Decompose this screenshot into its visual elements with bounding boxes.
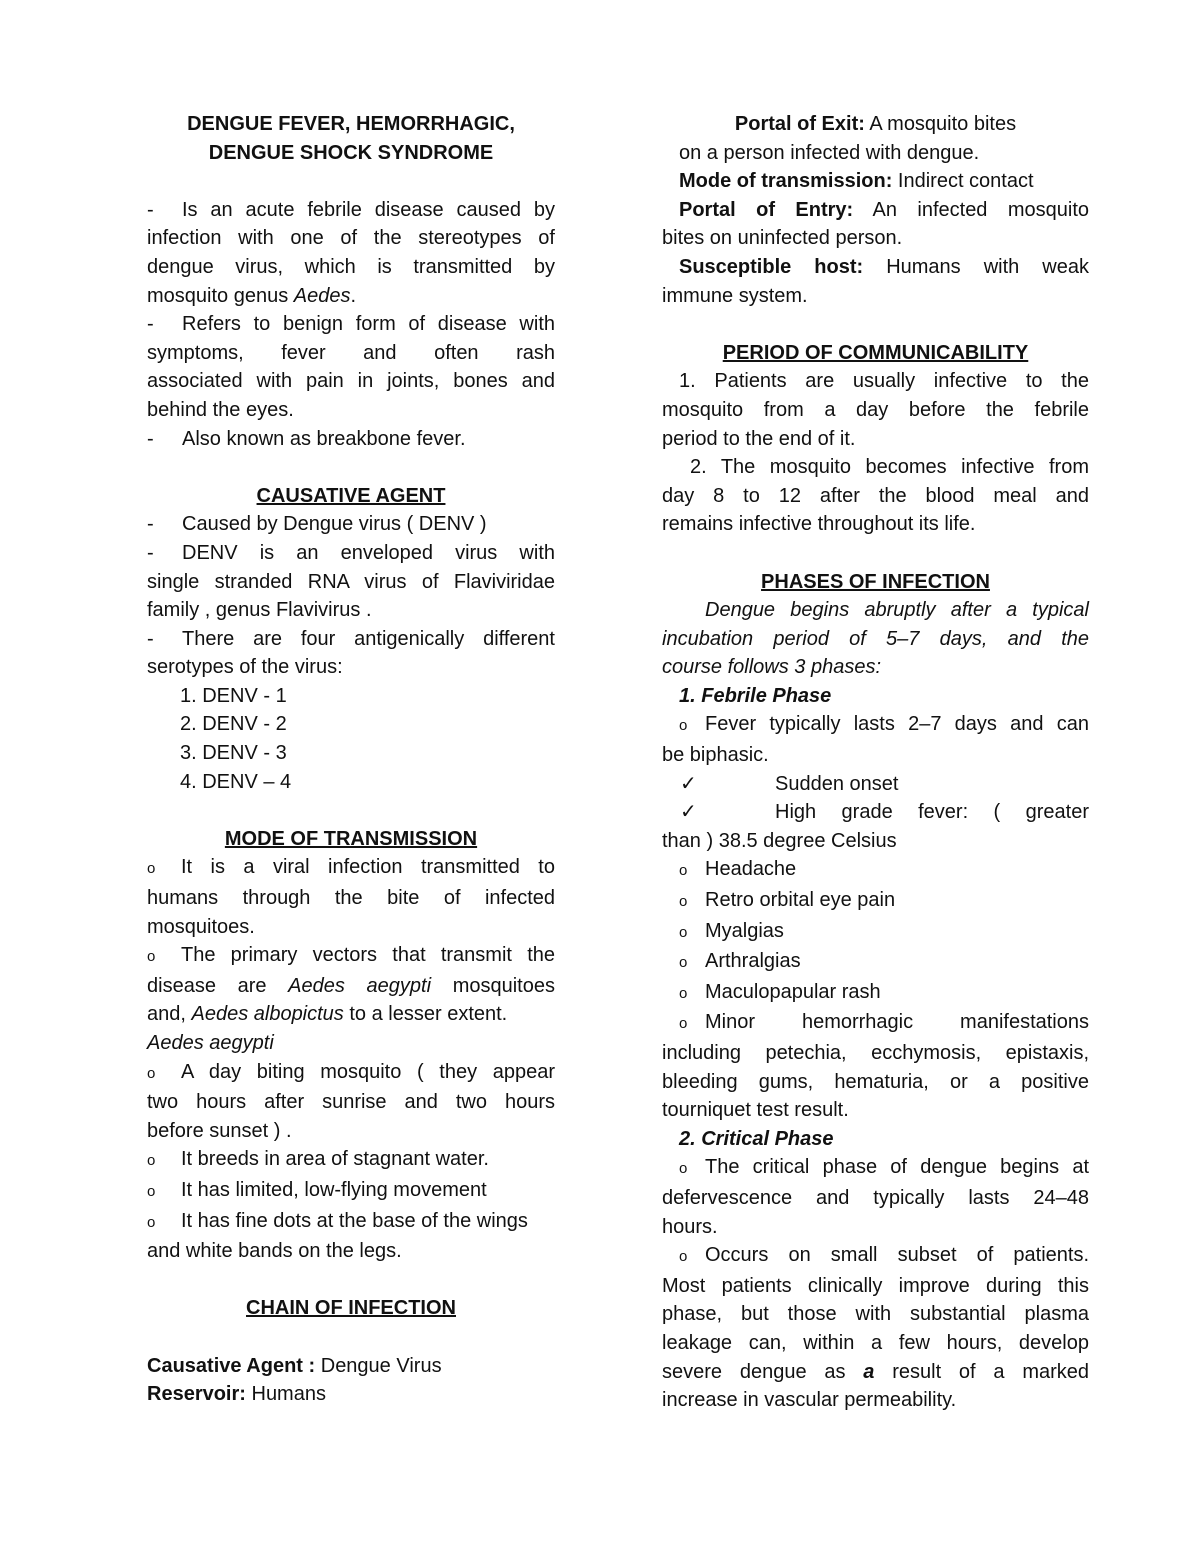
febrile-minor-line-1: o Minor hemorrhagic manifestations: [662, 1008, 1089, 1039]
communicability-item-2-line-1: 2. The mosquito becomes infective from: [690, 456, 1089, 479]
bullet-icon: o: [147, 1152, 156, 1170]
document-title-line-1: DENGUE FEVER, HEMORRHAGIC,: [187, 113, 515, 135]
febrile-check-2-line-2: than ) 38.5 degree Celsius: [662, 829, 897, 852]
bullet-icon: o: [147, 1182, 156, 1200]
febrile-bullet-1-line-2: be biphasic.: [662, 744, 769, 767]
chain-portal-of-entry-line-1: Portal of Entry: An infected mosquito: [679, 198, 1090, 221]
transmission-bullet-2-line-3: and, Aedes albopictus to a lesser extent.: [147, 1003, 508, 1026]
febrile-check-1: ✓ Sudden onset: [662, 770, 1089, 799]
communicability-item-1-line-3: period to the end of it.: [662, 427, 856, 450]
chain-of-infection-heading: CHAIN OF INFECTION: [246, 1297, 456, 1320]
causative-item-2-line-3: family , genus Flavivirus .: [147, 599, 372, 622]
intro-item-1-line-3: dengue virus, which is transmitted by: [147, 255, 555, 278]
intro-item-1-line-4: mosquito genus Aedes.: [147, 284, 357, 307]
febrile-minor-line-3: bleeding gums, hematuria, or a positive: [662, 1070, 1089, 1093]
communicability-item-2-line-2: day 8 to 12 after the blood meal and: [662, 484, 1089, 507]
febrile-symptom-item: o Arthralgias: [662, 947, 1089, 978]
causative-agent-heading: CAUSATIVE AGENT: [256, 484, 446, 507]
critical-bullet-2-line-4: leakage can, within a few hours, develop: [662, 1331, 1089, 1354]
causative-item-3-line-2: serotypes of the virus:: [147, 656, 343, 679]
communicability-item-2-line-3: remains infective throughout its life.: [662, 513, 976, 536]
transmission-bullet-6-line-1: o It has fine dots at the base of the wings: [147, 1207, 555, 1238]
causative-item-3-line-1: - There are four antigenically different: [147, 627, 555, 650]
critical-bullet-1-line-2: defervescence and typically lasts 24–48: [662, 1186, 1089, 1209]
chain-susceptible-host-line-2: immune system.: [662, 284, 808, 307]
phases-of-infection-heading: PHASES OF INFECTION: [761, 570, 990, 593]
febrile-minor-line-2: including petechia, ecchymosis, epistaxis,: [662, 1042, 1089, 1064]
bullet-icon: o: [147, 860, 156, 878]
mode-of-transmission-heading: MODE OF TRANSMISSION: [224, 827, 478, 850]
bullet-icon: o: [679, 954, 688, 972]
bullet-icon: o: [679, 893, 688, 911]
chain-susceptible-host-line-1: Susceptible host: Humans with weak: [679, 255, 1089, 278]
bullet-icon: o: [679, 1160, 688, 1178]
transmission-bullet-2-line-2: disease are Aedes aegypti mosquitoes: [147, 974, 555, 997]
critical-bullet-2-line-5: severe dengue as a result of a marked: [662, 1360, 1090, 1383]
transmission-bullet-3-line-1: o A day biting mosquito ( they appear: [147, 1058, 555, 1089]
chain-portal-of-entry-line-2: bites on uninfected person.: [662, 227, 903, 250]
transmission-bullet-3-line-2: two hours after sunrise and two hours: [147, 1091, 555, 1114]
critical-bullet-1-line-1: o The critical phase of dengue begins at: [662, 1153, 1089, 1184]
document-title-line-2: DENGUE SHOCK SYNDROME: [208, 141, 494, 164]
aedes-aegypti-subheading: Aedes aegypti: [147, 1032, 274, 1054]
intro-item-3: - Also known as breakbone fever.: [147, 427, 466, 450]
right-column: [662, 110, 1089, 1415]
bullet-icon: o: [147, 948, 156, 966]
bullet-icon: o: [679, 717, 688, 735]
phases-intro-line-2: incubation period of 5–7 days, and the: [662, 627, 1089, 650]
checkmark-icon: ✓: [680, 801, 697, 824]
intro-item-1-line-1: - Is an acute febrile disease caused by: [147, 198, 555, 221]
bullet-icon: o: [679, 923, 688, 941]
left-column: [147, 110, 555, 1409]
serotype-item: 3. DENV - 3: [180, 742, 287, 765]
febrile-symptom-item: o Maculopapular rash: [662, 978, 1089, 1009]
critical-bullet-2-line-2: Most patients clinically improve during this: [662, 1274, 1089, 1297]
bullet-icon: o: [147, 1064, 156, 1082]
communicability-item-1-line-2: mosquito from a day before the febrile: [662, 398, 1089, 421]
transmission-bullet-1-line-2: humans through the bite of infected: [147, 887, 555, 910]
serotype-item: 1. DENV - 1: [180, 684, 287, 707]
febrile-bullet-1-line-1: o Fever typically lasts 2–7 days and can: [662, 710, 1089, 741]
communicability-item-1-line-1: 1. Patients are usually infective to the: [679, 370, 1089, 393]
bullet-icon: o: [147, 1213, 156, 1231]
febrile-symptom-item: o Myalgias: [662, 917, 1089, 948]
febrile-phase-title: 1. Febrile Phase: [679, 684, 832, 707]
febrile-minor-line-4: tourniquet test result.: [662, 1099, 849, 1122]
checkmark-icon: ✓: [680, 772, 697, 795]
phases-intro-line-1: Dengue begins abruptly after a typical: [705, 599, 1089, 622]
transmission-bullet-5: o It has limited, low-flying movement: [147, 1176, 555, 1207]
critical-bullet-2-line-6: increase in vascular permeability.: [662, 1389, 957, 1412]
bullet-icon: o: [679, 862, 688, 880]
febrile-symptom-item: o Headache: [662, 855, 1089, 886]
febrile-symptom-item: o Retro orbital eye pain: [662, 886, 1089, 917]
serotype-item: 4. DENV – 4: [180, 770, 292, 793]
critical-bullet-2-line-1: o Occurs on small subset of patients.: [662, 1241, 1089, 1272]
chain-mode-of-transmission: Mode of transmission: Indirect contact: [679, 170, 1034, 193]
phases-intro-line-3: course follows 3 phases:: [662, 656, 882, 679]
transmission-bullet-6-line-2: and white bands on the legs.: [147, 1240, 402, 1263]
transmission-bullet-2-line-1: o The primary vectors that transmit the: [147, 941, 555, 972]
chain-causative-agent: Causative Agent : Dengue Virus: [147, 1354, 442, 1377]
chain-portal-of-exit-line-2: on a person infected with dengue.: [679, 141, 980, 164]
serotype-item: 2. DENV - 2: [180, 713, 287, 736]
causative-item-2-line-2: single stranded RNA virus of Flaviviridae: [147, 570, 555, 593]
chain-reservoir: Reservoir: Humans: [147, 1383, 326, 1406]
febrile-check-2-line-1: ✓ High grade fever: ( greater: [662, 798, 1089, 827]
intro-item-2-line-4: behind the eyes.: [147, 398, 294, 421]
causative-item-2-line-1: - DENV is an enveloped virus with: [147, 541, 555, 564]
bullet-icon: o: [679, 984, 688, 1002]
transmission-bullet-1-line-1: o It is a viral infection transmitted to: [147, 853, 555, 884]
bullet-icon: o: [679, 1248, 688, 1266]
critical-bullet-2-line-3: phase, but those with substantial plasma: [662, 1303, 1089, 1326]
intro-item-2-line-2: symptoms, fever and often rash: [147, 341, 555, 364]
critical-bullet-1-line-3: hours.: [662, 1215, 718, 1238]
transmission-bullet-1-line-3: mosquitoes.: [147, 915, 255, 938]
intro-item-2-line-1: - Refers to benign form of disease with: [147, 313, 555, 336]
intro-item-1-line-2: infection with one of the stereotypes of: [147, 227, 555, 250]
bullet-icon: o: [679, 1015, 688, 1033]
chain-portal-of-exit-line-1: Portal of Exit: A mosquito bites: [734, 113, 1017, 135]
period-of-communicability-heading: PERIOD OF COMMUNICABILITY: [722, 341, 1029, 364]
transmission-bullet-3-line-3: before sunset ) .: [147, 1119, 292, 1142]
transmission-bullet-4: o It breeds in area of stagnant water.: [147, 1145, 555, 1176]
causative-item-1: - Caused by Dengue virus ( DENV ): [147, 513, 487, 536]
critical-phase-title: 2. Critical Phase: [679, 1127, 834, 1150]
intro-item-2-line-3: associated with pain in joints, bones and: [147, 370, 555, 393]
